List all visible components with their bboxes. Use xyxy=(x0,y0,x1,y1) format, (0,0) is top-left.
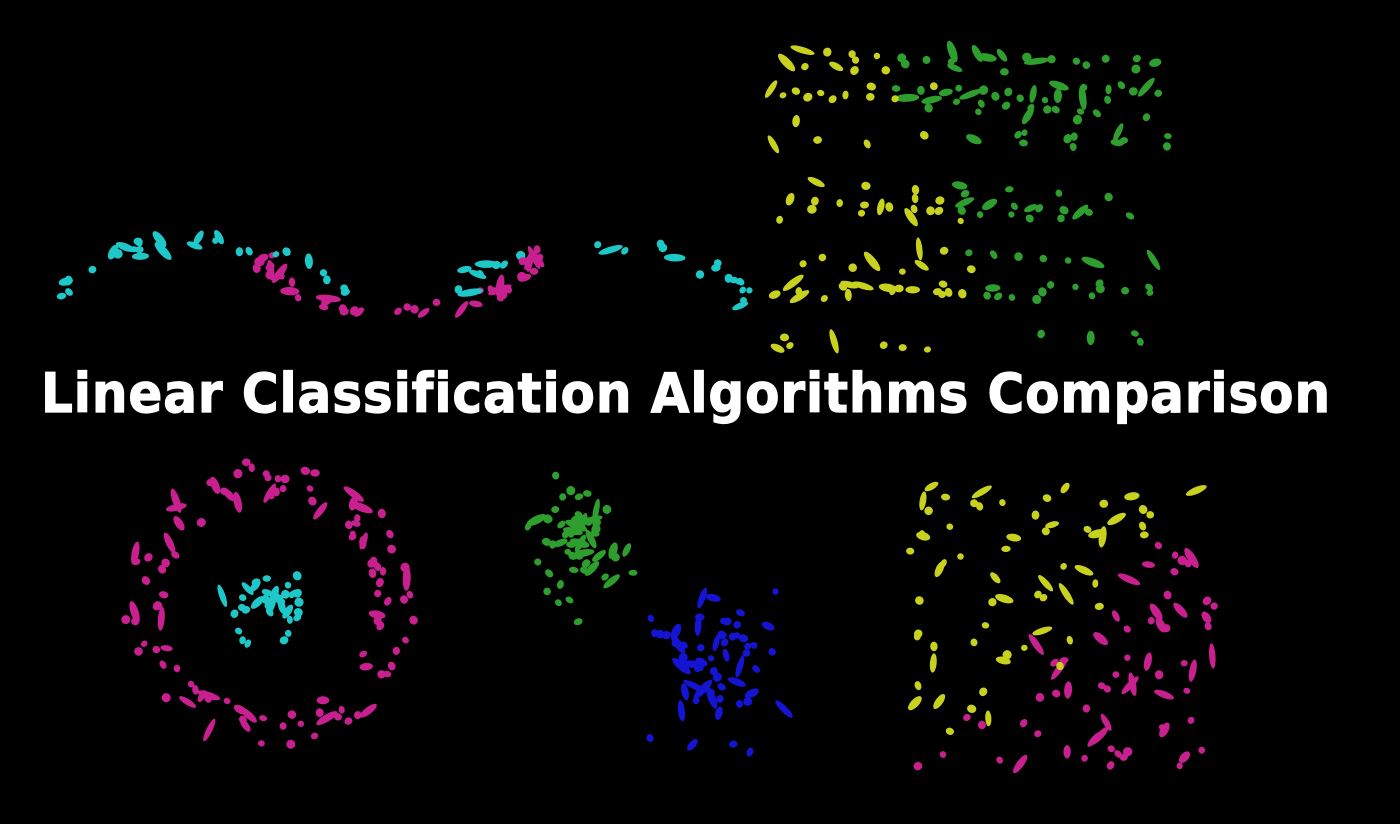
scatter-point xyxy=(905,286,920,293)
scatter-point xyxy=(1063,745,1070,758)
scatter-point xyxy=(317,696,330,704)
scatter-point xyxy=(743,697,752,705)
page-title: Linear Classification Algorithms Comparison xyxy=(41,362,1331,425)
scatter-point xyxy=(938,291,946,298)
scatter-point xyxy=(1087,331,1095,345)
